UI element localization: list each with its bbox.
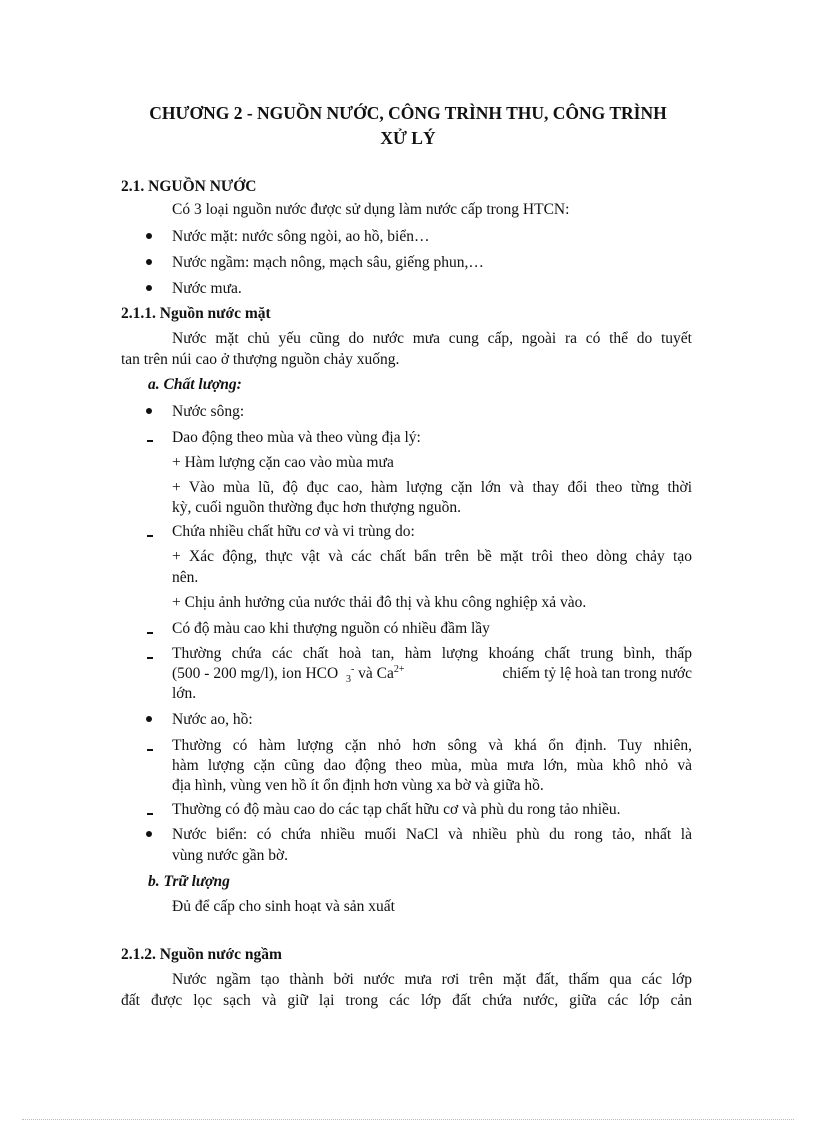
list-item: lớn. bbox=[172, 685, 197, 702]
list-item: Nước sông: bbox=[172, 403, 245, 420]
dash-icon bbox=[147, 632, 153, 634]
paragraph-line: tan trên núi cao ở thượng nguồn chảy xuống. bbox=[121, 351, 400, 368]
bullet-icon bbox=[146, 408, 152, 414]
list-item: Có độ màu cao khi thượng nguồn có nhiều đầm lầy bbox=[172, 620, 490, 637]
bullet-icon bbox=[146, 831, 152, 837]
list-item: Nước mưa. bbox=[172, 280, 242, 297]
bullet-icon bbox=[146, 716, 152, 722]
paragraph-line: Nước mặt chủ yếu cũng do nước mưa cung cấp, ngoài ra có thể do tuyết bbox=[172, 330, 692, 347]
list-item: Nước ao, hồ: bbox=[172, 711, 253, 728]
list-item: + Chịu ảnh hưởng của nước thải đô thị và khu công nghiệp xả vào. bbox=[172, 594, 587, 611]
list-item: Nước ngầm: mạch nông, mạch sâu, giếng phun,… bbox=[172, 254, 484, 271]
list-item: Thường có hàm lượng cặn nhỏ hơn sông và khá ổn định. Tuy nhiên, bbox=[172, 737, 692, 754]
bullet-icon bbox=[146, 259, 152, 265]
paragraph-line: đất được lọc sạch và giữ lại trong các lớp đất chứa nước, giữa các lớp cản bbox=[121, 992, 692, 1009]
section-2-1-intro: Có 3 loại nguồn nước được sử dụng làm nước cấp trong HTCN: bbox=[172, 201, 570, 218]
formula-tail: chiếm tỷ lệ hoà tan trong nước bbox=[502, 665, 692, 682]
subheading-a: a. Chất lượng: bbox=[148, 376, 242, 393]
list-item: + Xác động, thực vật và các chất bẩn trên bề mặt trôi theo dòng chảy tạo bbox=[172, 548, 692, 565]
page-bottom-rule bbox=[22, 1119, 794, 1120]
dash-icon bbox=[147, 535, 153, 537]
list-item: + Vào mùa lũ, độ đục cao, hàm lượng cặn lớn và thay đổi theo từng thời bbox=[172, 479, 692, 496]
subheading-b: b. Trữ lượng bbox=[148, 873, 230, 890]
list-item: Thường chứa các chất hoà tan, hàm lượng khoáng chất trung bình, thấp bbox=[172, 645, 692, 662]
section-heading-2-1: 2.1. NGUỒN NƯỚC bbox=[121, 178, 257, 195]
list-item: vùng nước gần bờ. bbox=[172, 847, 289, 864]
bullet-icon bbox=[146, 233, 152, 239]
section-heading-2-1-1: 2.1.1. Nguồn nước mặt bbox=[121, 305, 271, 322]
section-heading-2-1-2: 2.1.2. Nguồn nước ngầm bbox=[121, 946, 282, 963]
list-item: Dao động theo mùa và theo vùng địa lý: bbox=[172, 429, 421, 446]
list-item: kỳ, cuối nguồn thường đục hơn thượng nguồn. bbox=[172, 499, 461, 516]
list-item: nên. bbox=[172, 569, 199, 586]
list-item: Nước biển: có chứa nhiều muối NaCl và nhiều phù du rong tảo, nhất là bbox=[172, 826, 692, 843]
bullet-icon bbox=[146, 285, 152, 291]
list-item: + Hàm lượng cặn cao vào mùa mưa bbox=[172, 454, 394, 471]
chapter-title-line1: CHƯƠNG 2 - NGUỒN NƯỚC, CÔNG TRÌNH THU, CÔNG TRÌNH bbox=[149, 103, 667, 123]
chapter-title-line2: XỬ LÝ bbox=[380, 128, 436, 148]
list-item bbox=[172, 664, 692, 684]
list-item: Chứa nhiều chất hữu cơ và vi trùng do: bbox=[172, 523, 415, 540]
paragraph-line: Nước ngầm tạo thành bởi nước mưa rơi trên mặt đất, thấm qua các lớp bbox=[172, 971, 692, 988]
list-item: địa hình, vùng ven hồ ít ổn định hơn vùng xa bờ và giữa hồ. bbox=[172, 777, 544, 794]
dash-icon bbox=[147, 749, 153, 751]
list-item: Thường có độ màu cao do các tạp chất hữu cơ và phù du rong tảo nhiều. bbox=[172, 801, 621, 818]
list-item: Nước mặt: nước sông ngòi, ao hồ, biển… bbox=[172, 228, 430, 245]
dash-icon bbox=[147, 813, 153, 815]
paragraph-line: Đủ để cấp cho sinh hoạt và sản xuất bbox=[172, 898, 395, 915]
dash-icon bbox=[147, 657, 153, 659]
dash-icon bbox=[147, 440, 153, 442]
chapter-title bbox=[110, 101, 706, 151]
list-item: hàm lượng cặn cũng dao động theo mùa, mùa mưa lớn, mùa khô nhỏ và bbox=[172, 757, 692, 774]
formula-text: (500 - 200 mg/l), ion HCO $_3$- và $Ca^{2+}$ bbox=[172, 663, 405, 686]
